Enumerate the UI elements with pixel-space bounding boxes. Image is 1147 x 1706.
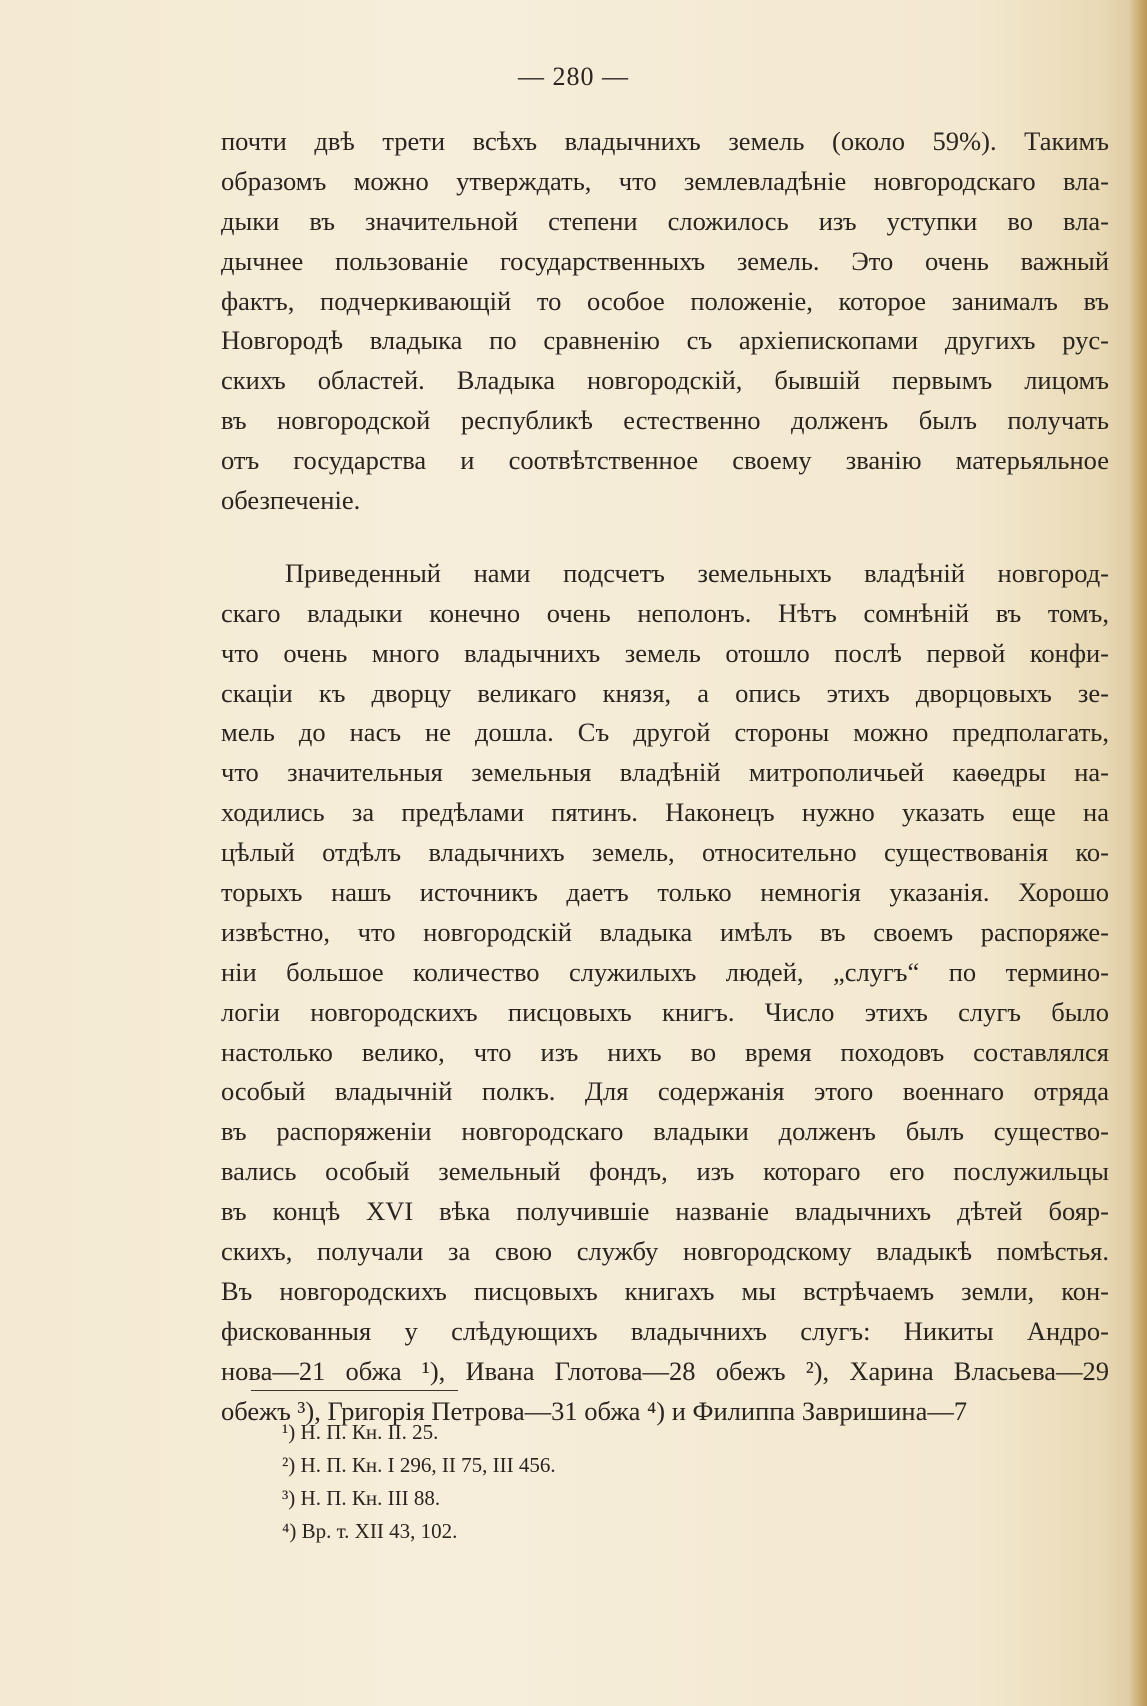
text-line: что значительныя земельныя владѣній митрополичьей каѳедры на-: [221, 757, 1109, 788]
text-line: что очень много владычнихъ земель отошло послѣ первой конфи-: [221, 637, 1109, 668]
text-line: торыхъ нашъ источникъ даетъ только немногія указанія. Хорошо: [221, 877, 1109, 908]
text-line: скаціи къ дворцу великаго князя, а опись этихъ дворцовыхъ зе-: [221, 677, 1109, 708]
text-line: почти двѣ трети всѣхъ владычнихъ земель (около 59%). Такимъ: [221, 126, 1109, 156]
text-line: въ концѣ XVI вѣка получившіе названіе владычнихъ дѣтей бояр-: [221, 1196, 1109, 1227]
paragraph: [221, 122, 1109, 521]
text-line: образомъ можно утверждать, что землевладѣніе новгородскаго вла-: [221, 165, 1109, 196]
text-line: настолько велико, что изъ нихъ во время походовъ составлялся: [221, 1036, 1109, 1067]
text-line: въ распоряженіи новгородскаго владыки долженъ былъ существо-: [221, 1116, 1109, 1147]
footnote: ¹) Н. П. Кн. II. 25.: [282, 1420, 439, 1444]
page-number: — 280 —: [518, 62, 629, 91]
text-line: логіи новгородскихъ писцовыхъ книгъ. Число этихъ слугъ было: [221, 996, 1109, 1027]
text-line: въ новгородской республикѣ естественно долженъ былъ получать: [221, 405, 1109, 436]
text-line: нова—21 обжа ¹), Ивана Глотова—28 обежъ ²), Харина Власьева—29: [221, 1355, 1109, 1386]
text-line: скихъ, получали за свою службу новгородскому владыкѣ помѣстья.: [221, 1236, 1109, 1267]
footnote: ⁴) Вр. т. XII 43, 102.: [282, 1519, 458, 1543]
footnote-rule: [251, 1390, 458, 1391]
footnotes: [282, 1416, 556, 1548]
text-line: обезпеченіе.: [221, 485, 361, 516]
text-line: фискованныя у слѣдующихъ владычнихъ слугъ: Никиты Андро-: [221, 1315, 1109, 1346]
text-line: Въ новгородскихъ писцовыхъ книгахъ мы встрѣчаемъ земли, кон-: [221, 1275, 1109, 1306]
text-line: вались особый земельный фондъ, изъ котораго его послужильцы: [221, 1156, 1109, 1187]
text-line: отъ государства и соотвѣтственное своему званію матерьяльное: [221, 445, 1109, 476]
text-line: скихъ областей. Владыка новгородскій, бывшій первымъ лицомъ: [221, 365, 1109, 396]
text-line: дычнее пользованіе государственныхъ земель. Это очень важный: [221, 245, 1109, 276]
text-line: извѣстно, что новгородскій владыка имѣлъ въ своемъ распоряже-: [221, 916, 1109, 947]
paragraph-gap: [221, 521, 1109, 554]
footnote: ²) Н. П. Кн. I 296, II 75, III 456.: [282, 1453, 556, 1477]
text-line: особый владычній полкъ. Для содержанія этого военнаго отряда: [221, 1076, 1109, 1107]
text-line: ходились за предѣлами пятинъ. Наконецъ нужно указать еще на: [221, 797, 1109, 828]
text-line: мель до насъ не дошла. Съ другой стороны можно предполагать,: [221, 717, 1109, 748]
body-text: [221, 122, 1109, 1432]
page-edge-shadow: [1129, 0, 1147, 1706]
text-line: Новгородѣ владыка по сравненію съ архіепископами другихъ рус-: [221, 325, 1109, 356]
text-line: обежъ ³), Григорія Петрова—31 обжа ⁴) и Филиппа Завришина—7: [221, 1395, 968, 1426]
text-line: ніи большое количество служилыхъ людей, „слугъ“ по термино-: [221, 956, 1109, 987]
text-line: дыки въ значительной степени сложилось изъ уступки во вла-: [221, 205, 1109, 236]
text-line: фактъ, подчеркивающій то особое положеніе, которое занималъ въ: [221, 285, 1109, 316]
footnote: ³) Н. П. Кн. III 88.: [282, 1486, 441, 1510]
text-line: цѣлый отдѣлъ владычнихъ земель, относительно существованія ко-: [221, 837, 1109, 868]
text-line: скаго владыки конечно очень неполонъ. Нѣтъ сомнѣній въ томъ,: [221, 597, 1109, 628]
paragraph: [221, 554, 1109, 1432]
text-line: Приведенный нами подсчетъ земельныхъ владѣній новгород-: [285, 557, 1109, 588]
